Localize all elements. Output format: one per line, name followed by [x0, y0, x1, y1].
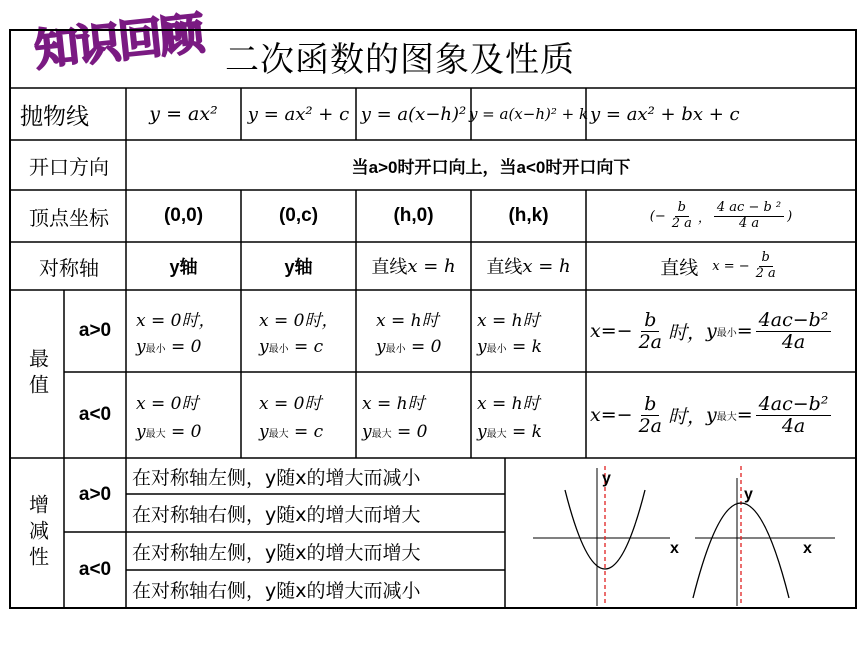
a-positive-label-mono: a>0	[78, 484, 112, 505]
vertex-3: (h,0)	[393, 205, 434, 226]
monotonic-line-4: 在对称轴右侧，y随x的增大而减小	[132, 579, 421, 602]
monotonic-line-2: 在对称轴右侧，y随x的增大而增大	[132, 503, 421, 526]
a-negative-label-mono: a<0	[78, 559, 112, 580]
row-label-monotonic: 增减性	[25, 494, 50, 572]
axis-1: y轴	[169, 257, 198, 277]
vertex-4: (h,k)	[508, 205, 549, 226]
vertex-1: (0,0)	[163, 205, 204, 226]
extreme-neg-1: x = 0时 y最大 = 0	[136, 393, 202, 442]
a-negative-label: a<0	[78, 404, 112, 425]
opening-text: 当a>0时开口向上，当a<0时开口向下	[351, 157, 631, 177]
form-2: y = ax² + c	[247, 103, 350, 125]
row-label-extreme: 最值	[25, 348, 50, 400]
extreme-neg-3: x = h时 y最大 = 0	[362, 393, 428, 442]
axis-3: 直线 x = h	[371, 255, 456, 278]
extreme-pos-3: x = h时 y最小 = 0	[376, 310, 442, 357]
extreme-neg-general: x=− $\frac{b}{2a}$ 时， y 最大 = $\frac{\text{4ac−b²}}{4a}$	[586, 372, 856, 458]
row-label-parabola: 抛物线	[20, 103, 89, 130]
knowledge-review-stamp: 知识回顾	[32, 8, 205, 77]
form-3: y = a(x−h)²	[360, 103, 467, 125]
form-5: y = ax² + bx + c	[590, 103, 740, 125]
row-label-axis: 对称轴	[39, 255, 99, 280]
page-title: 二次函数的图象及性质	[225, 40, 575, 80]
row-label-opening: 开口方向	[29, 154, 109, 179]
monotonic-line-3: 在对称轴左侧，y随x的增大而增大	[132, 541, 421, 564]
extreme-pos-general: x=− $\frac{b}{2a}$ 时， y 最小 = $\frac{\text{4ac−b²}}{4a}$	[586, 290, 856, 372]
extreme-neg-2: x = 0时 y最大 = c	[259, 393, 324, 442]
axis-general: 直线 x = − $\frac{b}{2 a}$	[660, 250, 776, 281]
axis-2: y轴	[284, 257, 313, 277]
monotonic-line-1: 在对称轴左侧，y随x的增大而减小	[132, 466, 421, 489]
graph-up-y-label: y	[602, 470, 611, 487]
graph-up-x-label: x	[670, 540, 679, 557]
extreme-pos-2: x = 0时， y最小 = c	[259, 310, 339, 357]
parabola-graphs	[505, 458, 856, 608]
extreme-pos-1: x = 0时， y最小 = 0	[136, 310, 216, 357]
vertex-2: (0,c)	[278, 205, 319, 226]
extreme-neg-4: x = h时 y最大 = k	[477, 393, 542, 442]
graph-down-y-label: y	[744, 486, 753, 503]
vertex-general: (− $\frac{b}{2 a}$ ， $\frac{\text{4 ac − b ²}}{4 a}$ )	[649, 200, 793, 231]
a-positive-label: a>0	[78, 320, 112, 341]
form-1: y = ax²	[149, 103, 218, 125]
row-label-vertex: 顶点坐标	[29, 205, 109, 230]
axis-4: 直线 x = h	[486, 255, 571, 278]
form-4: y = a(x−h)² + k	[468, 105, 589, 123]
extreme-pos-4: x = h时 y最小 = k	[477, 310, 542, 357]
graph-down-x-label: x	[803, 540, 812, 557]
